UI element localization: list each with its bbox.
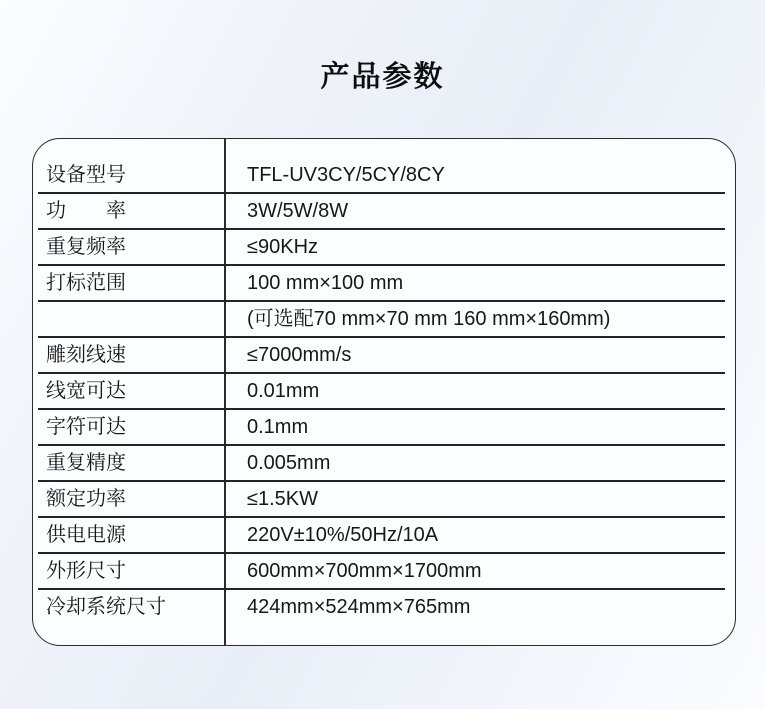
spec-value: TFL-UV3CY/5CY/8CY [247, 164, 445, 186]
spec-label: 供电电源 [46, 524, 126, 546]
table-row-power [33, 193, 735, 229]
table-row-device-model [33, 157, 735, 193]
table-row-line-width [33, 373, 735, 409]
product-spec-table [32, 138, 736, 646]
table-row-engraving-speed [33, 337, 735, 373]
spec-value: ≤1.5KW [247, 488, 318, 510]
spec-label: 重复频率 [46, 236, 126, 258]
spec-value: 220V±10%/50Hz/10A [247, 524, 439, 546]
table-row-rated-power [33, 481, 735, 517]
table-row-character-size [33, 409, 735, 445]
spec-label: 设备型号 [46, 164, 126, 186]
spec-label: 外形尺寸 [46, 560, 126, 582]
spec-value: 0.01mm [247, 380, 320, 402]
spec-label: 功 率 [46, 200, 126, 222]
spec-value: 3W/5W/8W [247, 200, 349, 222]
spec-value: ≤90KHz [247, 236, 319, 258]
spec-label: 线宽可达 [46, 380, 126, 402]
table-row-dimensions [33, 553, 735, 589]
table-row-repetition-frequency [33, 229, 735, 265]
spec-value: 424mm×524mm×765mm [247, 596, 471, 618]
spec-label: 打标范围 [46, 272, 126, 294]
table-row-cooling-system-size [33, 589, 735, 625]
spec-label: 额定功率 [46, 488, 126, 510]
spec-rows [33, 157, 735, 627]
spec-value: 100 mm×100 mm [247, 272, 404, 294]
spec-label: 冷却系统尺寸 [46, 596, 166, 618]
spec-value: 600mm×700mm×1700mm [247, 560, 482, 582]
spec-value: (可选配70 mm×70 mm 160 mm×160mm) [247, 308, 611, 330]
spec-label: 字符可达 [46, 416, 126, 438]
table-row-repeat-accuracy [33, 445, 735, 481]
table-row-marking-range-options [33, 301, 735, 337]
spec-label: 重复精度 [46, 452, 126, 474]
spec-value: 0.1mm [247, 416, 309, 438]
table-row-power-supply [33, 517, 735, 553]
spec-label: 雕刻线速 [46, 344, 126, 366]
page-title: 产品参数 [320, 61, 445, 93]
table-row-marking-range [33, 265, 735, 301]
spec-value: 0.005mm [247, 452, 331, 474]
spec-value: ≤7000mm/s [247, 344, 352, 366]
